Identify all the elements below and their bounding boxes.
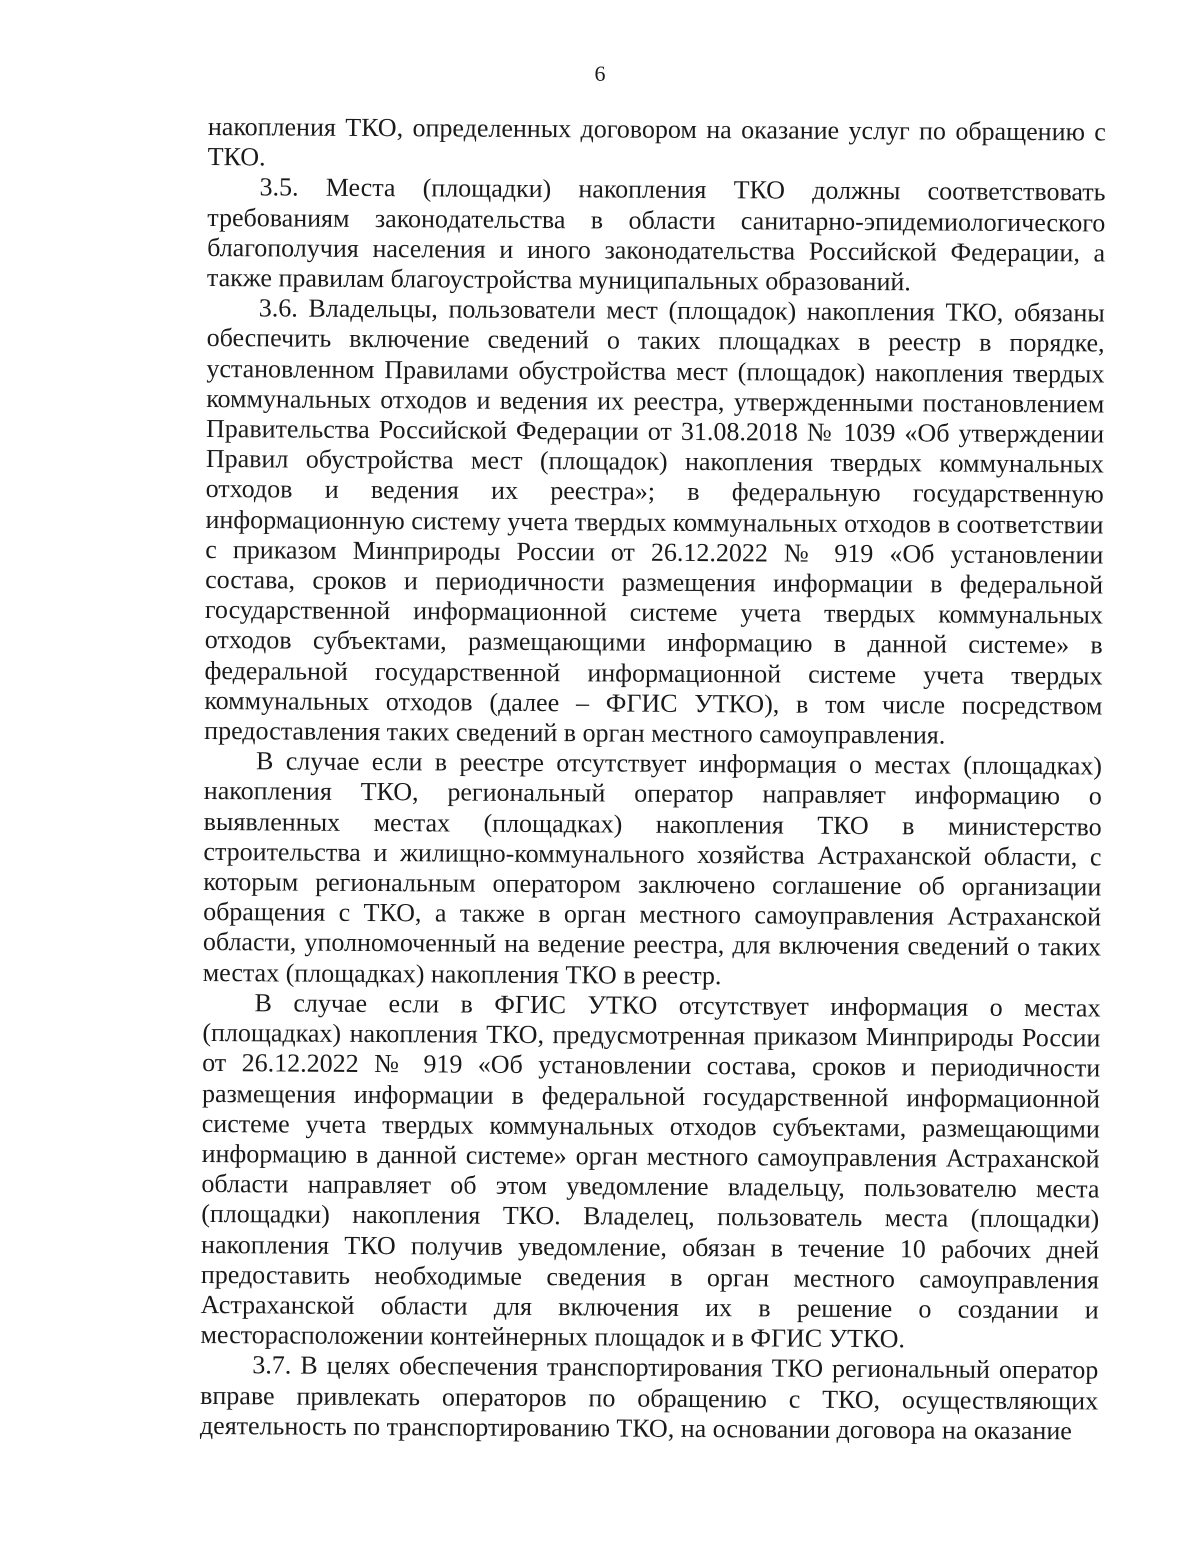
paragraph-3-5: 3.5. Места (площадки) накопления ТКО должны соответствовать требованиям законодательства в области санитарно-эпидемиологического благополучия населения и иного законодательства Российской Федерации, а также правилам благоустройства муниципальных образований. [206, 172, 1106, 297]
paragraph-continuation: накопления ТКО, определенных договором на оказание услуг по обращению с ТКО. [207, 112, 1106, 172]
paragraph-fgis-missing: В случае если в ФГИС УТКО отсутствует информация о местах (площадках) накопления ТКО, предусмотренная приказом Минприроды России от 26.12.2022 № 919 «Об установлении состава, сроков и периодичности размещения информации в федеральной государственной информационной системе учета твердых коммунальных отходов субъектами, размещающими информацию в данной системе» орган местного самоуправления Астраханской области направляет об этом уведомление владельцу, пользователю места (площадки) накопления ТКО. Владелец, пользователь места (площадки) накопления ТКО получив уведомление, обязан в течение 10 рабочих дней предоставить необходимые сведения в орган местного самоуправления Астраханской области для включения их в решение о создании и месторасположении контейнерных площадок и в ФГИС УТКО. [200, 988, 1101, 1354]
paragraph-3-6: 3.6. Владельцы, пользователи мест (площадок) накопления ТКО, обязаны обеспечить включение сведений о таких площадках в реестр в порядке, установленном Правилами обустройства мест (площадок) накопления твердых коммунальных отходов и ведения их реестра, утвержденными постановлением Правительства Российской Федерации от 31.08.2018 № 1039 «Об утверждении Правил обустройства мест (площадок) накопления твердых коммунальных отходов и ведения их реестра»; в федеральную государственную информационную систему учета твердых коммунальных отходов в соответствии с приказом Минприроды России от 26.12.2022 № 919 «Об установлении состава, сроков и периодичности размещения информации в федеральной государственной информационной системе учета твердых коммунальных отходов субъектами, размещающими информацию в данной системе» в федеральной государственной информационной системе учета твердых коммунальных отходов (далее – ФГИС УТКО), в том числе посредством предоставления таких сведений в орган местного самоуправления. [204, 293, 1105, 750]
document-body [200, 112, 1106, 1446]
page-number: 6 [594, 61, 606, 86]
paragraph-registry-missing: В случае если в реестре отсутствует информация о местах (площадках) накопления ТКО, региональный оператор направляет информацию о выявленных местах (площадках) накопления ТКО в министерство строительства и жилищно-коммунального хозяйства Астраханской области, с которым региональным оператором заключено соглашение об организации обращения с ТКО, а также в орган местного самоуправления Астраханской области, уполномоченный на ведение реестра, для включения сведений о таких местах (площадках) накопления ТКО в реестр. [202, 746, 1103, 990]
paragraph-3-7: 3.7. В целях обеспечения транспортирования ТКО региональный оператор вправе привлекать операторов по обращению с ТКО, осуществляющих деятельность по транспортированию ТКО, на основании договора на оказание [199, 1350, 1099, 1446]
